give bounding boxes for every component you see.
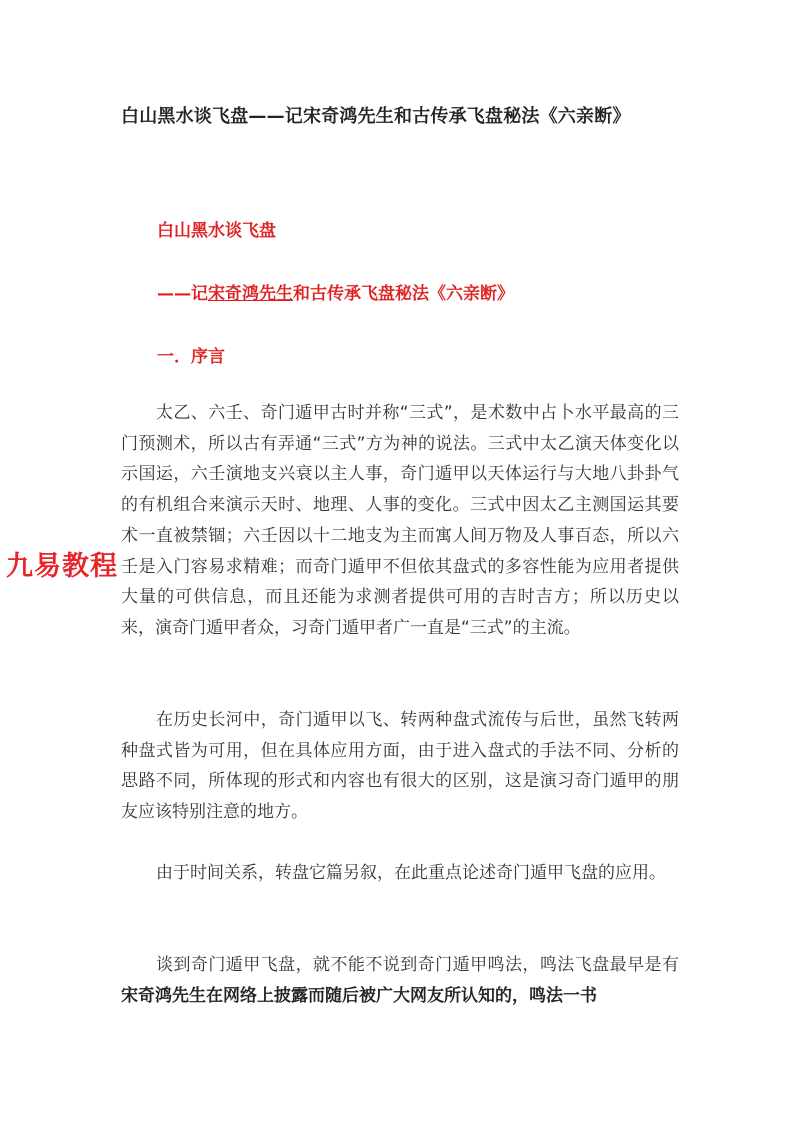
section-heading-main: 白山黑水谈飞盘	[157, 221, 276, 241]
paragraph-4	[121, 950, 679, 1011]
paragraph-4-text: 谈到奇门遁甲飞盘，就不能不说到奇门遁甲鸣法，鸣法飞盘最早是有	[156, 955, 679, 975]
paragraph-4-bold-text: 宋奇鸿先生在网络上披露而随后被广大网友所认知的，鸣法一书	[121, 985, 597, 1006]
paragraph-2: 在历史长河中，奇门遁甲以飞、转两种盘式流传与后世，虽然飞转两种盘式皆为可用，但在具体应用方面，由于进入盘式的手法不同、分析的思路不同，所体现的形式和内容也有很大的区别，这是演习奇门遁甲的朋友应该特别注意的地方。	[121, 710, 679, 823]
section-heading-preface: 一．序言	[157, 347, 225, 367]
page-title: 白山黑水谈飞盘——记宋奇鸿先生和古传承飞盘秘法《六亲断》	[121, 106, 631, 127]
subtitle-suffix: 和古传承飞盘秘法《六亲断》	[293, 284, 514, 304]
watermark-logo: 九易教程	[6, 551, 118, 582]
paragraph-3: 由于时间关系，转盘它篇另叙，在此重点论述奇门遁甲飞盘的应用。	[156, 863, 666, 883]
author-link[interactable]: 宋奇鸿先生	[208, 284, 293, 304]
subtitle-prefix: ——记	[157, 284, 208, 304]
paragraph-1: 太乙、六壬、奇门遁甲古时并称“三式”，是术数中占卜水平最高的三门预测术，所以古有弄通“三式”方为神的说法。三式中太乙演天体变化以示国运，六壬演地支兴衰以主人事，奇门遁甲以天体运行与大地八卦卦气的有机组合来演示天时、地理、人事的变化。三式中因太乙主测国运其要术一直被禁锢；六壬因以十二地支为主而寓人间万物及人事百态，所以六壬是入门容易求精难；而奇门遁甲不但依其盘式的多容性能为应用者提供大量的可供信息，而且还能为求测者提供可用的吉时吉方；所以历史以来，演奇门遁甲者众，习奇门遁甲者广一直是“三式”的主流。	[121, 403, 679, 638]
section-heading-subtitle	[157, 279, 514, 304]
